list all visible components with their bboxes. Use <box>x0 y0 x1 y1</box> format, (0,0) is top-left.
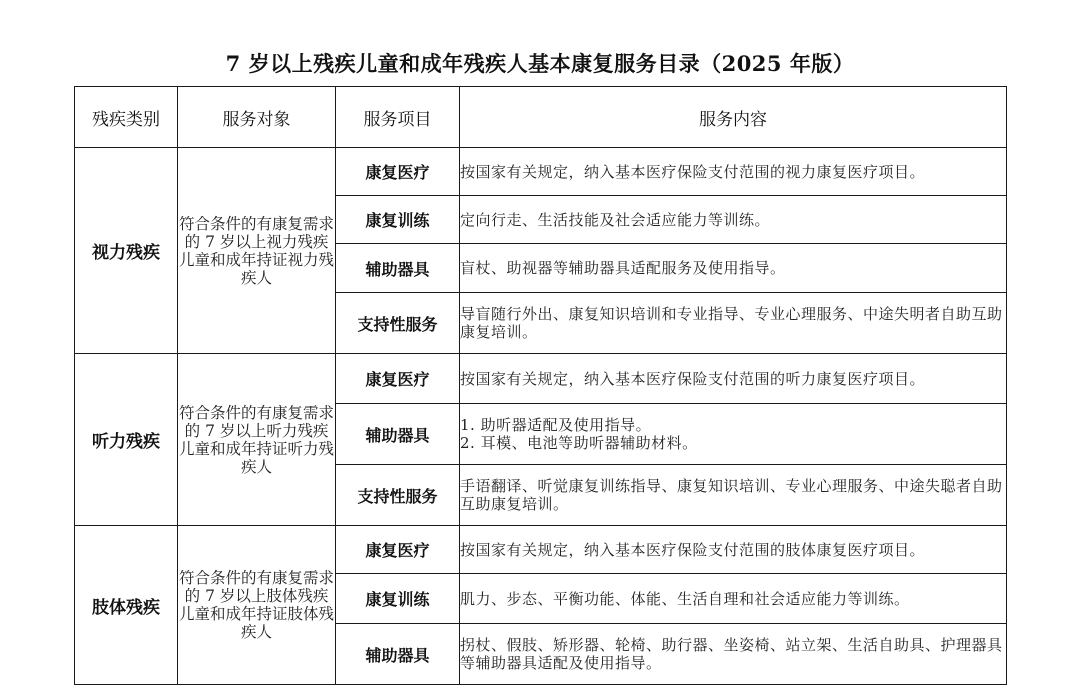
item-cell: 康复医疗 <box>336 526 460 574</box>
table-row <box>75 526 1007 574</box>
item-cell: 康复医疗 <box>336 148 460 196</box>
header-category: 残疾类别 <box>75 87 178 148</box>
table-header-row <box>75 87 1007 148</box>
content-cell: 盲杖、助视器等辅助器具适配服务及使用指导。 <box>460 244 1007 293</box>
service-catalog-table <box>74 86 1007 685</box>
item-cell: 支持性服务 <box>336 465 460 526</box>
content-cell: 肌力、步态、平衡功能、体能、生活自理和社会适应能力等训练。 <box>460 574 1007 624</box>
category-cell: 视力残疾 <box>75 148 178 354</box>
item-cell: 康复训练 <box>336 196 460 244</box>
category-cell: 听力残疾 <box>75 354 178 526</box>
content-cell: 按国家有关规定，纳入基本医疗保险支付范围的听力康复医疗项目。 <box>460 354 1007 404</box>
table-row <box>75 148 1007 196</box>
content-cell: 按国家有关规定，纳入基本医疗保险支付范围的视力康复医疗项目。 <box>460 148 1007 196</box>
content-cell: 定向行走、生活技能及社会适应能力等训练。 <box>460 196 1007 244</box>
header-target: 服务对象 <box>178 87 336 148</box>
content-cell: 导盲随行外出、康复知识培训和专业指导、专业心理服务、中途失明者自助互助康复培训。 <box>460 293 1007 354</box>
target-cell: 符合条件的有康复需求的 7 岁以上视力残疾儿童和成年持证视力残疾人 <box>178 148 336 354</box>
item-cell: 辅助器具 <box>336 404 460 465</box>
target-cell: 符合条件的有康复需求的 7 岁以上肢体残疾儿童和成年持证肢体残疾人 <box>178 526 336 685</box>
item-cell: 支持性服务 <box>336 293 460 354</box>
header-item: 服务项目 <box>336 87 460 148</box>
item-cell: 康复医疗 <box>336 354 460 404</box>
item-cell: 辅助器具 <box>336 244 460 293</box>
header-content: 服务内容 <box>460 87 1007 148</box>
content-cell: 1. 助听器适配及使用指导。 2. 耳模、电池等助听器辅助材料。 <box>460 404 1007 465</box>
content-cell: 按国家有关规定，纳入基本医疗保险支付范围的肢体康复医疗项目。 <box>460 526 1007 574</box>
document-title: 7 岁以上残疾儿童和成年残疾人基本康复服务目录（2025 年版） <box>225 51 855 76</box>
content-cell: 手语翻译、听觉康复训练指导、康复知识培训、专业心理服务、中途失聪者自助互助康复培训。 <box>460 465 1007 526</box>
item-cell: 康复训练 <box>336 574 460 624</box>
item-cell: 辅助器具 <box>336 624 460 685</box>
target-cell: 符合条件的有康复需求的 7 岁以上听力残疾儿童和成年持证听力残疾人 <box>178 354 336 526</box>
table-row <box>75 354 1007 404</box>
content-cell: 拐杖、假肢、矫形器、轮椅、助行器、坐姿椅、站立架、生活自助具、护理器具等辅助器具适配及使用指导。 <box>460 624 1007 685</box>
category-cell: 肢体残疾 <box>75 526 178 685</box>
